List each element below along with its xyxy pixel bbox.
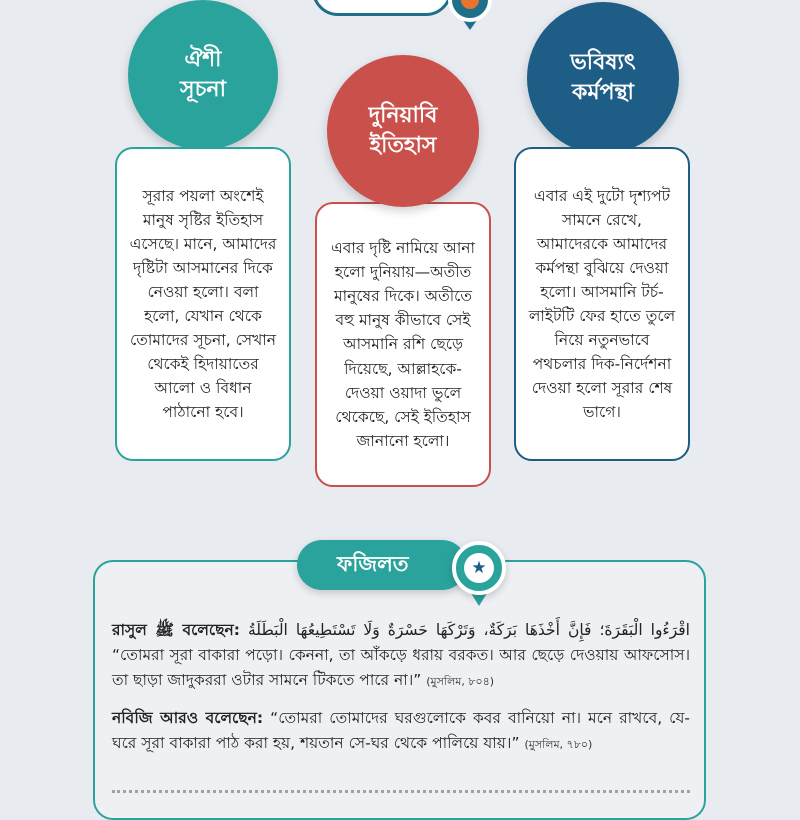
hadith-2-text: “তোমরা তোমাদের ঘরগুলোকে কবর বানিয়ো না। মনে রাখবে, যে-ঘরে সূরা বাকারা পাঠ করা হয়, শয়তান সে-ঘর থেকে পালিয়ে যায়।” <box>112 709 690 752</box>
hadith-paragraph-1 <box>112 618 690 692</box>
card-text: এবার দৃষ্টি নামিয়ে আনা হলো দুনিয়ায়—অতীত মানুষের দিকে। অতীতে বহু মানুষ কীভাবে সেই আসমানি রশি ছেড়ে দিয়েছে, আল্লাহকে-দেওয়া ওয়াদা ভুলে থেকেছে, সেই ইতিহাস জানানো হলো। <box>330 239 476 450</box>
cut-off-text-line <box>112 790 690 801</box>
card-future-course <box>514 147 690 461</box>
hadith-2-reference: (মুসলিম, ৭৮০) <box>524 737 593 751</box>
card-text: এবার এই দুটো দৃশ্যপট সামনে রেখে, আমাদেরকে আমাদের কর্মপন্থা বুঝিয়ে দেওয়া হলো। আসমানি টর্চ-লাইটটি ফের হাতে তুলে নিয়ে নতুনভাবে পথচলার দিক-নির্দেশনা দেওয়া হলো সূরার শেষ ভাগে। <box>528 186 676 422</box>
card-text: সূরার পয়লা অংশেই মানুষ সৃষ্টির ইতিহাস এসেছে। মানে, আমাদের দৃষ্টিটা আসমানের দিকে নেওয়া হলো। বলা হলো, যেখান থেকে তোমাদের সূচনা, সেখান থেকেই হিদায়াতের আলো ও বিধান পাঠানো হবে। <box>129 186 277 422</box>
section-header-pill <box>312 0 452 16</box>
circle-future-course: ভবিষ্যৎ কর্মপন্থা <box>527 2 679 154</box>
circle-divine-beginning: ঐশী সূচনা <box>128 0 278 150</box>
card-divine-beginning <box>115 147 291 461</box>
hadith-1-lead: রাসুল ﷺ বলেছেন: <box>112 621 240 639</box>
fazilat-marker <box>452 541 506 595</box>
hadith-2-lead: নবিজি আরও বলেছেন: <box>112 709 264 727</box>
hadith-1-text: “তোমরা সূরা বাকারা পড়ো। কেননা, তা আঁকড়ে ধরায় বরকত। আর ছেড়ে দেওয়ায় আফসোস। তা ছাড়া জাদুকররা ওটার সামনে টিকতে পারে না।” <box>112 645 690 689</box>
fazilat-title: ফজিলত <box>297 540 467 590</box>
header-marker-icon <box>448 0 492 22</box>
hadith-paragraph-2 <box>112 706 690 756</box>
circle-worldly-history: দুনিয়াবি ইতিহাস <box>327 55 479 207</box>
hadith-1-arabic: اقْرَءُوا الْبَقَرَةَ؛ فَإِنَّ أَخْذَهَا بَرَكَةٌ، وَتَرْكَهَا حَسْرَةٌ وَلَا تَسْتَطِيعُهَا الْبَطَلَةُ <box>248 621 690 639</box>
star-icon: ★ <box>464 553 494 583</box>
card-worldly-history <box>315 202 491 487</box>
hadith-1-reference: (মুসলিম, ৮০৪) <box>426 674 495 688</box>
